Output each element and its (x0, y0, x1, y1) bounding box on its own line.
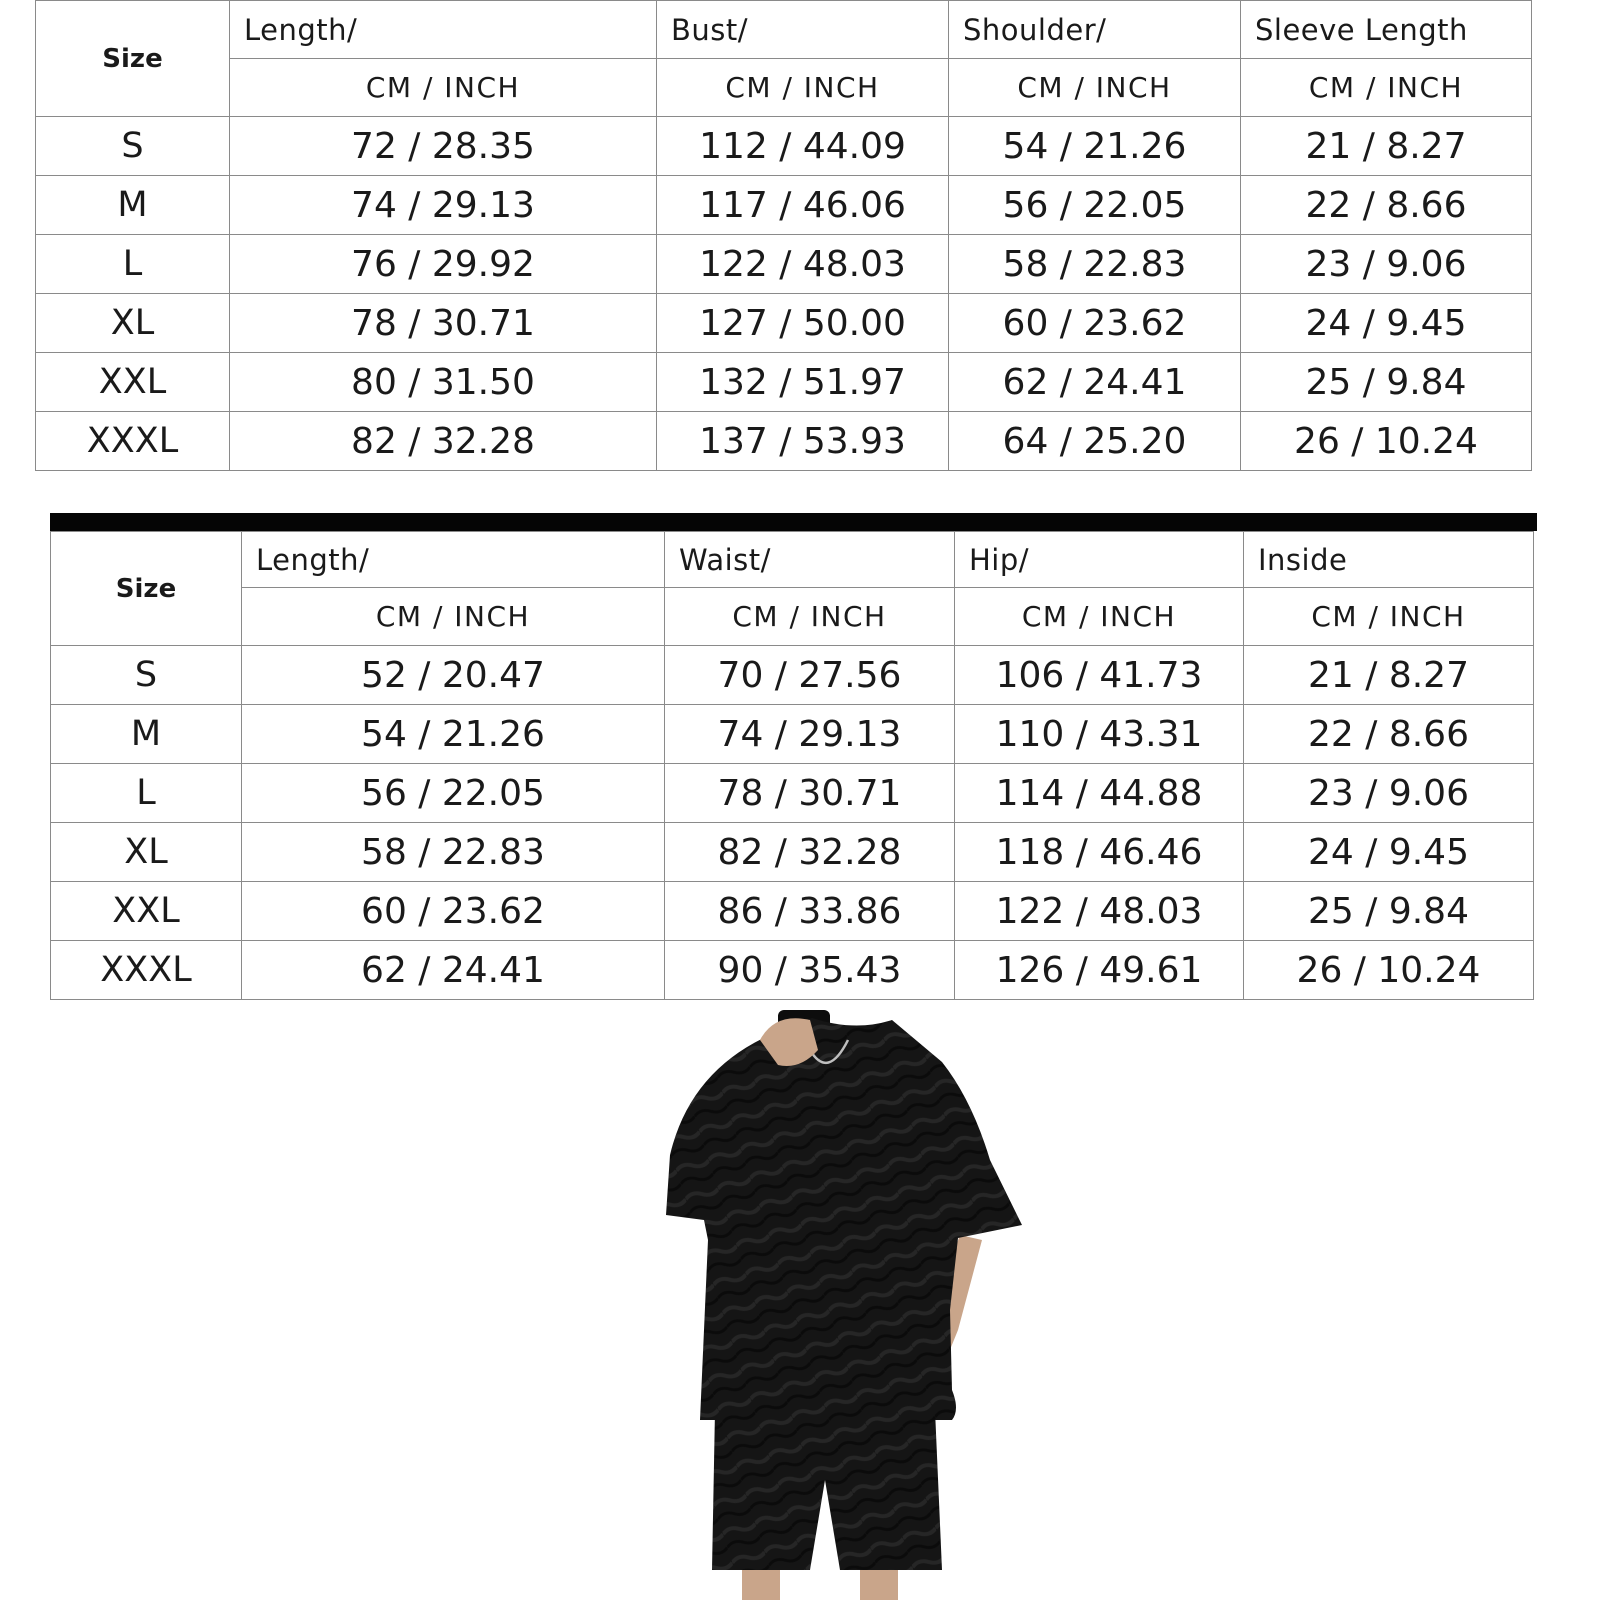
shoulder-value: 62 / 24.41 (949, 353, 1241, 412)
sleeve-length-value: 22 / 8.66 (1241, 176, 1532, 235)
length-value: 52 / 20.47 (242, 646, 665, 705)
shoulder-value: 60 / 23.62 (949, 294, 1241, 353)
length-value: 62 / 24.41 (242, 941, 665, 1000)
unit-header: CM / INCH (242, 588, 665, 646)
size-cell: M (51, 705, 242, 764)
bust-value: 112 / 44.09 (657, 117, 949, 176)
hip-value: 110 / 43.31 (955, 705, 1244, 764)
shoulder-value: 56 / 22.05 (949, 176, 1241, 235)
table-row (36, 176, 1532, 235)
table-row (36, 117, 1532, 176)
bust-value: 122 / 48.03 (657, 235, 949, 294)
sleeve-length-value: 23 / 9.06 (1241, 235, 1532, 294)
waist-value: 86 / 33.86 (665, 882, 955, 941)
size-cell: M (36, 176, 230, 235)
unit-header: CM / INCH (665, 588, 955, 646)
inside-value: 23 / 9.06 (1244, 764, 1534, 823)
waist-value: 90 / 35.43 (665, 941, 955, 1000)
length-value: 72 / 28.35 (230, 117, 657, 176)
size-cell: L (36, 235, 230, 294)
model-legs (742, 1565, 898, 1600)
hip-value: 122 / 48.03 (955, 882, 1244, 941)
bust-value: 137 / 53.93 (657, 412, 949, 471)
size-cell: L (51, 764, 242, 823)
bottom-size-table (50, 531, 1534, 1000)
inside-value: 21 / 8.27 (1244, 646, 1534, 705)
unit-header: CM / INCH (657, 59, 949, 117)
size-header: Size (36, 1, 230, 117)
table-row (51, 764, 1534, 823)
table-row (51, 705, 1534, 764)
column-header-sleeve-length: Sleeve Length (1241, 1, 1532, 59)
column-header-hip: Hip/ (955, 532, 1244, 588)
size-cell: S (36, 117, 230, 176)
size-header: Size (51, 532, 242, 646)
size-cell: XXXL (51, 941, 242, 1000)
shoulder-value: 64 / 25.20 (949, 412, 1241, 471)
shoulder-value: 54 / 21.26 (949, 117, 1241, 176)
table-row (51, 646, 1534, 705)
table-row (51, 823, 1534, 882)
waist-value: 82 / 32.28 (665, 823, 955, 882)
column-header-shoulder: Shoulder/ (949, 1, 1241, 59)
unit-header: CM / INCH (1244, 588, 1534, 646)
size-cell: XL (36, 294, 230, 353)
column-header-length: Length/ (242, 532, 665, 588)
length-value: 82 / 32.28 (230, 412, 657, 471)
sleeve-length-value: 21 / 8.27 (1241, 117, 1532, 176)
column-header-inside: Inside (1244, 532, 1534, 588)
table-row (36, 353, 1532, 412)
size-cell: XL (51, 823, 242, 882)
waist-value: 78 / 30.71 (665, 764, 955, 823)
unit-header: CM / INCH (230, 59, 657, 117)
section-divider (50, 513, 1537, 531)
hip-value: 126 / 49.61 (955, 941, 1244, 1000)
t-shirt (666, 1018, 1022, 1420)
sleeve-length-value: 26 / 10.24 (1241, 412, 1532, 471)
inside-value: 25 / 9.84 (1244, 882, 1534, 941)
bust-value: 127 / 50.00 (657, 294, 949, 353)
table-row (36, 235, 1532, 294)
length-value: 60 / 23.62 (242, 882, 665, 941)
shorts (712, 1410, 942, 1570)
hip-value: 114 / 44.88 (955, 764, 1244, 823)
hip-value: 118 / 46.46 (955, 823, 1244, 882)
bust-value: 132 / 51.97 (657, 353, 949, 412)
table-row (36, 294, 1532, 353)
length-value: 76 / 29.92 (230, 235, 657, 294)
column-header-waist: Waist/ (665, 532, 955, 588)
length-value: 56 / 22.05 (242, 764, 665, 823)
hip-value: 106 / 41.73 (955, 646, 1244, 705)
length-value: 80 / 31.50 (230, 353, 657, 412)
unit-header: CM / INCH (955, 588, 1244, 646)
size-cell: XXXL (36, 412, 230, 471)
length-value: 58 / 22.83 (242, 823, 665, 882)
length-value: 54 / 21.26 (242, 705, 665, 764)
unit-header: CM / INCH (1241, 59, 1532, 117)
inside-value: 26 / 10.24 (1244, 941, 1534, 1000)
size-cell: XXL (36, 353, 230, 412)
inside-value: 24 / 9.45 (1244, 823, 1534, 882)
bust-value: 117 / 46.06 (657, 176, 949, 235)
waist-value: 70 / 27.56 (665, 646, 955, 705)
product-photo (660, 1010, 1040, 1600)
top-size-table (35, 0, 1532, 471)
inside-value: 22 / 8.66 (1244, 705, 1534, 764)
column-header-bust: Bust/ (657, 1, 949, 59)
table-row (36, 412, 1532, 471)
sleeve-length-value: 24 / 9.45 (1241, 294, 1532, 353)
waist-value: 74 / 29.13 (665, 705, 955, 764)
size-cell: XXL (51, 882, 242, 941)
size-cell: S (51, 646, 242, 705)
length-value: 74 / 29.13 (230, 176, 657, 235)
shoulder-value: 58 / 22.83 (949, 235, 1241, 294)
column-header-length: Length/ (230, 1, 657, 59)
sleeve-length-value: 25 / 9.84 (1241, 353, 1532, 412)
length-value: 78 / 30.71 (230, 294, 657, 353)
table-row (51, 941, 1534, 1000)
table-row (51, 882, 1534, 941)
unit-header: CM / INCH (949, 59, 1241, 117)
